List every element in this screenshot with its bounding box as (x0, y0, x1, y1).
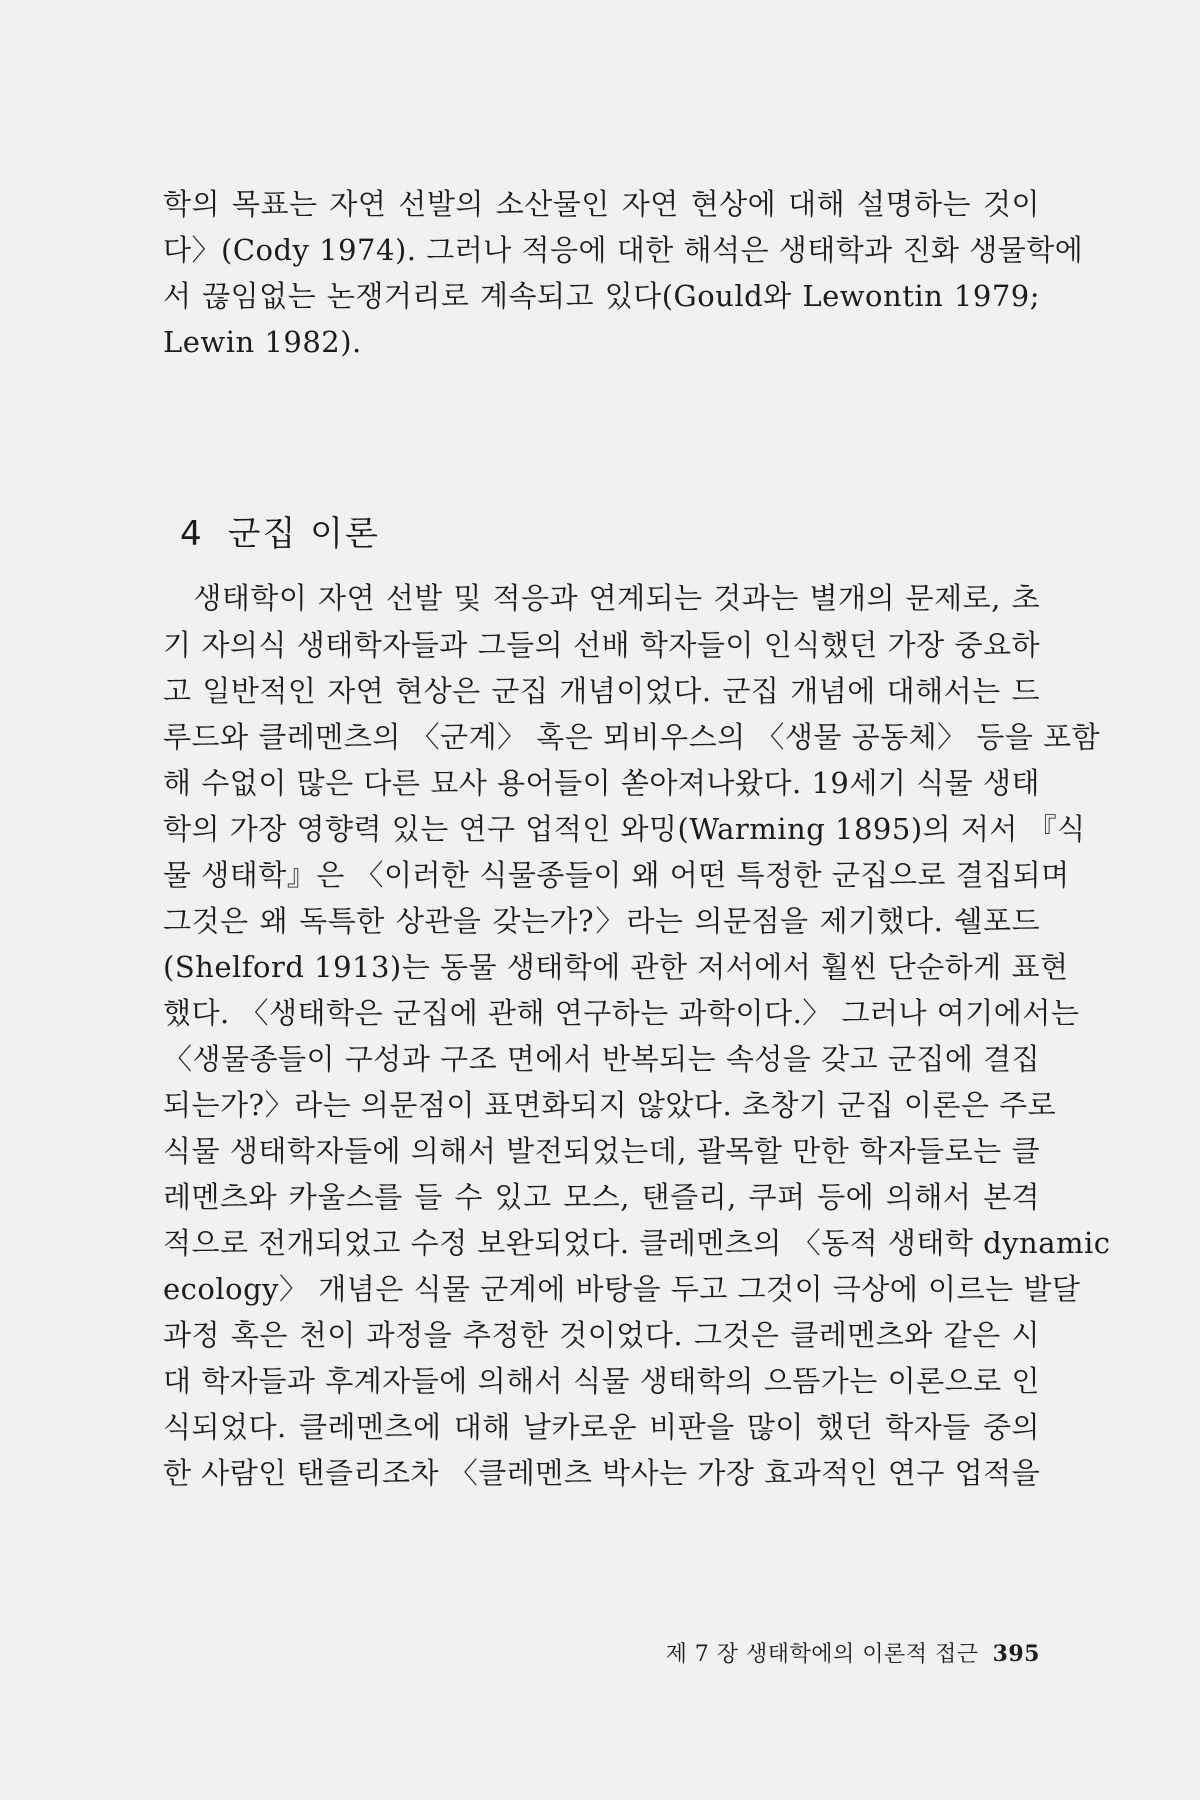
text-line: 했다. 〈생태학은 군집에 관해 연구하는 과학이다.〉 그러나 여기에서는 (163, 996, 1080, 1030)
text-line: 대 학자들과 후계자들에 의해서 식물 생태학의 으뜸가는 이론으로 인 (163, 1364, 1040, 1398)
text-line: 루드와 클레멘츠의 〈군계〉 혹은 뫼비우스의 〈생물 공동체〉 등을 포함 (163, 720, 1101, 754)
text-line: 해 수없이 많은 다른 묘사 용어들이 쏟아져나왔다. 19세기 식물 생태 (163, 766, 1040, 800)
text-line: 다〉(Cody 1974). 그러나 적응에 대한 해석은 생태학과 진화 생물학에 (163, 233, 1084, 267)
chapter-title: 제 7 장 생태학에의 이론적 접근 (665, 1642, 979, 1667)
text-line: 식되었다. 클레멘츠에 대해 날카로운 비판을 많이 했던 학자들 중의 (163, 1410, 1040, 1444)
text-line: 적으로 전개되었고 수정 보완되었다. 클레멘츠의 〈동적 생태학 dynamic (163, 1226, 1111, 1260)
text-line: 기 자의식 생태학자들과 그들의 선배 학자들이 인식했던 가장 중요하 (163, 628, 1040, 662)
section-heading (180, 506, 380, 555)
section-title: 군집 이론 (227, 514, 380, 554)
running-footer (666, 1637, 1040, 1668)
text-line: 고 일반적인 자연 현상은 군집 개념이었다. 군집 개념에 대해서는 드 (163, 674, 1040, 708)
text-line: 되는가?〉라는 의문점이 표면화되지 않았다. 초창기 군집 이론은 주로 (163, 1088, 1057, 1122)
text-line: 식물 생태학자들에 의해서 발전되었는데, 괄목할 만한 학자들로는 클 (163, 1134, 1040, 1168)
text-line: 생태학이 자연 선발 및 적응과 연계되는 것과는 별개의 문제로, 초 (163, 581, 1040, 615)
text-line: 〈생물종들이 구성과 구조 면에서 반복되는 속성을 갖고 군집에 결집 (163, 1042, 1041, 1076)
page-number: 395 (992, 1641, 1040, 1667)
text-line: 한 사람인 탠즐리조차 〈클레멘츠 박사는 가장 효과적인 연구 업적을 (163, 1456, 1041, 1490)
text-line: 서 끊임없는 논쟁거리로 계속되고 있다(Gould와 Lewontin 1979; (163, 279, 1040, 313)
text-line: 학의 가장 영향력 있는 연구 업적인 와밍(Warming 1895)의 저서 『식 (163, 812, 1086, 846)
text-line: 과정 혹은 천이 과정을 추정한 것이었다. 그것은 클레멘츠와 같은 시 (163, 1318, 1040, 1352)
text-line: 물 생태학』은 〈이러한 식물종들이 왜 어떤 특정한 군집으로 결집되며 (163, 858, 1070, 892)
text-line: 학의 목표는 자연 선발의 소산물인 자연 현상에 대해 설명하는 것이 (163, 187, 1040, 221)
text-line: 그것은 왜 독특한 상관을 갖는가?〉라는 의문점을 제기했다. 쉘포드 (163, 904, 1040, 938)
text-line: (Shelford 1913)는 동물 생태학에 관한 저서에서 훨씬 단순하게 표현 (163, 950, 1069, 984)
text-line: Lewin 1982). (163, 325, 362, 359)
text-line: 레멘츠와 카울스를 들 수 있고 모스, 탠즐리, 쿠퍼 등에 의해서 본격 (163, 1180, 1040, 1214)
section-number: 4 (180, 514, 204, 554)
text-line: ecology〉 개념은 식물 군계에 바탕을 두고 그것이 극상에 이르는 발달 (163, 1272, 1081, 1306)
